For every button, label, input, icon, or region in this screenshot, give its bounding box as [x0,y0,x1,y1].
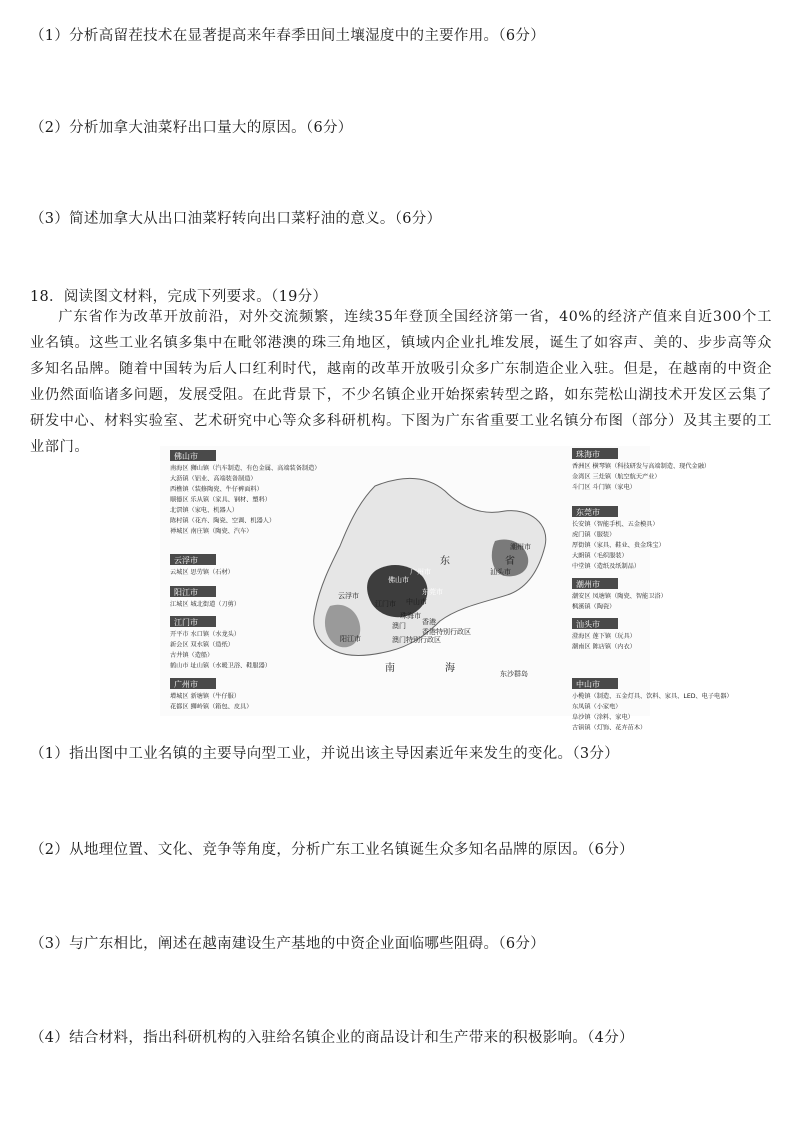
question-18-2: （2）从地理位置、文化、竞争等角度，分析广东工业名镇诞生众多知名品牌的原因。（6分） [30,842,634,858]
town-line: 虎门镇（服装） [572,531,616,539]
town-line: 禅城区 南庄镇（陶瓷、汽车） [170,528,253,535]
town-line: 顺德区 乐从镇（家具、钢材、塑料） [170,496,271,504]
town-line: 江城区 城北街道（刀剪） [170,601,241,608]
town-line: 阜沙镇（涂料、家电） [572,714,634,721]
map-place-label: 海 [445,663,455,674]
map-place-label: 佛山市 [388,576,409,584]
map-place-label: 澳门特别行政区 [392,636,441,644]
city-tag: 佛山市 [174,452,198,461]
map-place-label: 珠海市 [400,612,421,620]
town-line: 西樵镇（装修陶瓷、牛仔裤面料） [170,486,263,493]
city-tag: 江门市 [174,618,198,627]
town-line: 花都区 狮岭镇（箱包、皮具） [170,703,253,711]
question-17-1: （1）分析高留茬技术在显著提高来年春季田间土壤湿度中的主要作用。（6分） [30,28,545,44]
city-tag: 东莞市 [576,508,600,517]
town-line: 小榄镇（制造、五金灯具、饮料、家具、LED、电子电器） [572,693,733,700]
town-line: 金湾区 三灶镇（航空航天产业） [572,473,661,481]
town-line: 古井镇（造船） [170,652,214,659]
map-place-label: 东 [440,556,450,567]
map-place-label: 省 [505,556,515,567]
town-line: 陈村镇（花卉、陶瓷、空调、机器人） [170,517,276,525]
town-line: 长安镇（智能手机、五金模具） [572,521,659,528]
question-18-4: （4）结合材料，指出科研机构的入驻给名镇企业的商品设计和生产带来的积极影响。（4分） [30,1030,634,1046]
town-line: 开平市 水口镇（水龙头） [170,631,241,638]
map-place-label: 阳江市 [340,635,361,643]
city-tag: 中山市 [576,680,600,689]
town-line: 斗门区 斗门镇（家电） [572,484,636,491]
town-line: 澄海区 莲下镇（玩具） [572,633,636,640]
town-line: 厚街镇（家具、鞋业、贵金珠宝） [572,542,665,549]
question-17-3: （3）简述加拿大从出口油菜籽转向出口菜籽油的意义。（6分） [30,211,442,227]
town-line: 中堂镇（造纸及纸制品） [572,563,641,570]
question-18-material: 广东省作为改革开放前沿，对外交流频繁，连续35年登顶全国经济第一省，40%的经济产值来自近300个工业名镇。这些工业名镇多集中在毗邻港澳的珠三角地区，镇域内企业扎堆发展，诞生了如容声、美的、步步高等众多知名品牌。随着中国转为后人口红利时代，越南的改革开放吸引众多广东制造企业入驻。但是，在越南的中资企业仍然面临诸多问题，发展受阻。在此背景下，不少名镇企业开始探索转型之路，如东莞松山湖技术开发区云集了研发中心、材料实验室、艺术研究中心等众多科研机构。下图为广东省重要工业名镇分布图（部分）及其主要的工业部门。 [30,309,772,455]
question-18-3: （3）与广东相比，阐述在越南建设生产基地的中资企业面临哪些阻碍。（6分） [30,936,545,952]
map-place-label: 中山市 [406,598,427,606]
town-line: 增城区 新塘镇（牛仔服） [170,693,241,700]
map-place-label: 潮州市 [510,543,531,551]
map-place-label: 香港 [422,618,436,626]
map-place-label: 汕头市 [490,568,511,576]
town-line: 南海区 狮山镇（汽车制造、有色金属、高端装备制造） [170,465,321,472]
map-place-label: 广州市 [410,568,431,576]
city-tag: 阳江市 [174,588,198,597]
question-17-2: （2）分析加拿大油菜籽出口量大的原因。（6分） [30,120,353,136]
map-place-label: 澳门 [392,622,406,630]
town-line: 古镇镇（灯饰、花卉苗木） [572,724,647,732]
city-tag: 潮州市 [576,580,600,589]
question-18-1: （1）指出图中工业名镇的主要导向型工业，并说出该主导因素近年来发生的变化。（3分） [30,746,619,762]
town-line: 香洲区 横琴镇（科技研发与高端制造、现代金融） [572,463,711,470]
town-line: 新会区 双水镇（造纸） [170,641,234,649]
city-tag: 广州市 [174,680,198,689]
town-line: 鹤山市 址山镇（水暖卫浴、鞋服器） [170,662,271,670]
town-line: 东凤镇（小家电） [572,703,622,711]
map-place-label: 云浮市 [338,592,359,600]
question-18-heading: 18．阅读图文材料，完成下列要求。（19分） [30,289,328,305]
industrial-towns-map [160,446,733,732]
map-place-label: 香港特别行政区 [422,628,471,636]
town-line: 枫溪镇（陶瓷） [572,603,616,611]
map-place-label: 南 [385,663,395,674]
town-line: 北滘镇（家电、机器人） [170,507,239,514]
town-line: 大沥镇（铝业、高端装备制造） [170,475,257,483]
city-tag: 汕头市 [576,620,600,629]
town-line: 云城区 思劳镇（石材） [170,569,234,576]
map-place-label: 东莞市 [422,588,443,596]
map-place-label: 东沙群岛 [500,670,528,678]
town-line: 潮南区 陈店镇（内衣） [572,643,636,651]
town-line: 潮安区 凤塘镇（陶瓷、智能卫浴） [572,593,667,600]
city-tag: 珠海市 [576,450,600,459]
map-place-label: 江门市 [375,600,396,608]
town-line: 大朗镇（毛织服装） [572,552,628,560]
city-tag: 云浮市 [174,556,198,565]
